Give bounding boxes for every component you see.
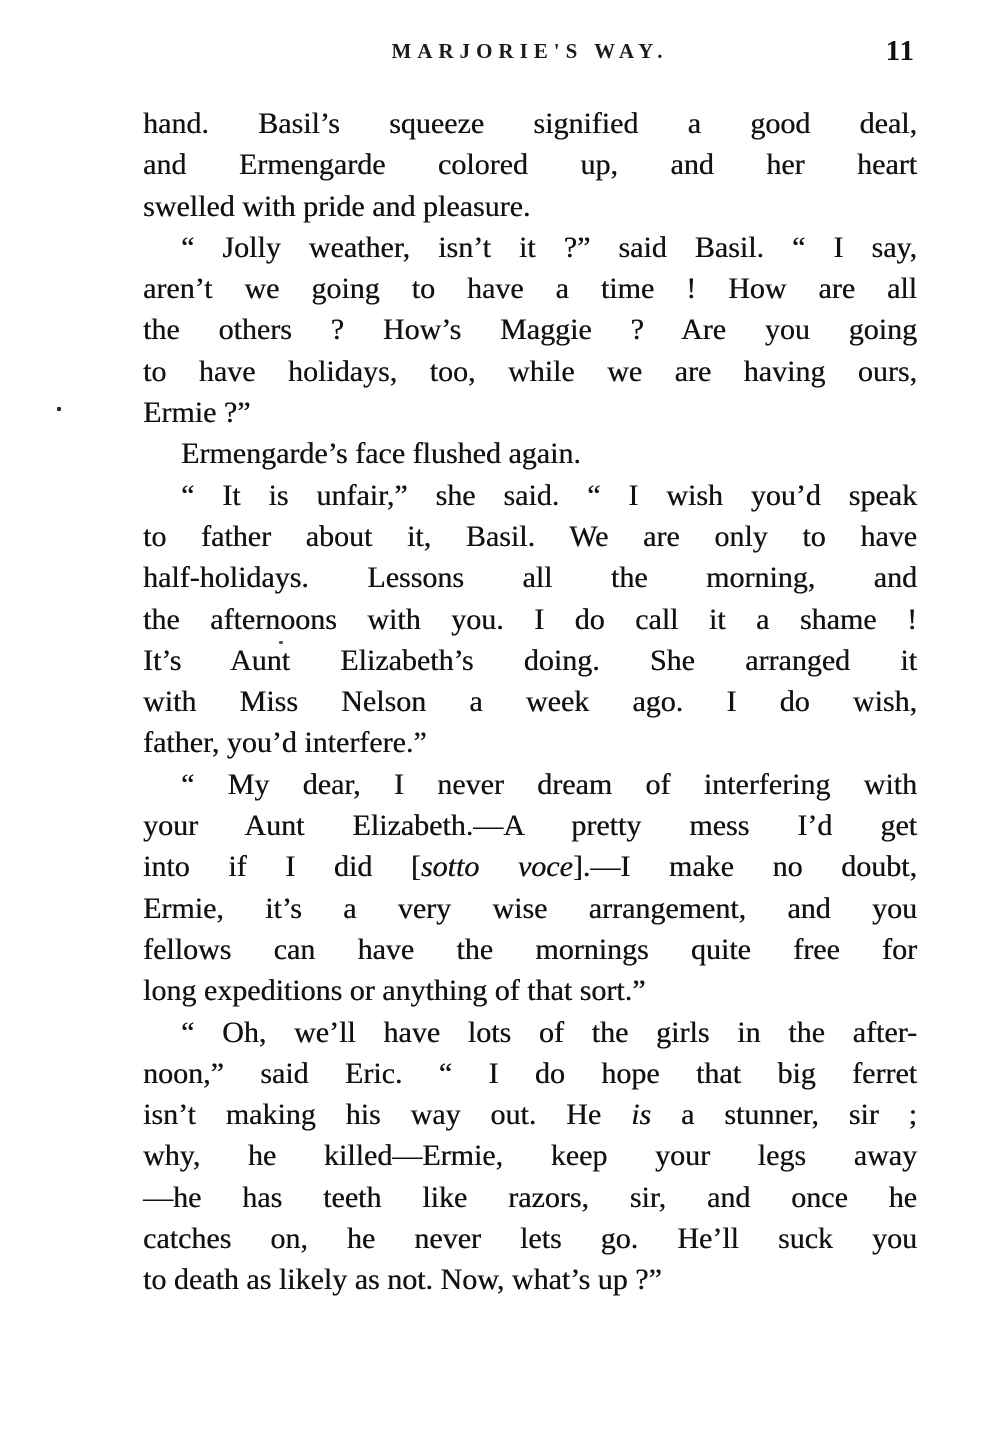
text-segment: catches on, he never lets go. He’ll suck you [143, 1222, 917, 1256]
text-line [143, 1259, 917, 1300]
text-line [143, 805, 917, 846]
text-line [143, 599, 917, 640]
text-segment: swelled with pride and pleasure. [143, 189, 531, 223]
text-line [143, 970, 917, 1011]
text-line [143, 227, 917, 268]
italic-text: is [631, 1098, 652, 1132]
text-line [143, 929, 917, 970]
page-number: 11 [885, 35, 915, 67]
text-line [143, 1053, 917, 1094]
text-line [143, 144, 917, 185]
text-segment: isn’t making his way out. He [143, 1098, 632, 1132]
text-line [143, 764, 917, 805]
text-segment: your Aunt Elizabeth.—A pretty mess I’d get [143, 809, 917, 843]
text-segment: Ermie, it’s a very wise arrangement, and you [143, 891, 917, 925]
italic-text: sotto voce [420, 850, 573, 884]
text-line [143, 186, 917, 227]
text-line [143, 1135, 917, 1176]
text-segment: hand. Basil’s squeeze signified a good deal, [143, 107, 917, 140]
text-segment: the others ? How’s Maggie ? Are you going [143, 313, 917, 347]
text-block [143, 103, 917, 1301]
page-header [143, 34, 917, 68]
text-segment: It’s Aunt Elizabeth’s doing. She arranged it [143, 643, 917, 677]
scan-speck [57, 407, 61, 411]
text-line [143, 846, 917, 887]
text-line [143, 888, 917, 929]
text-segment: into if I did [ [143, 850, 421, 884]
text-segment: why, he killed—Ermie, keep your legs away [143, 1139, 917, 1173]
text-segment: ].—I make no doubt, [572, 850, 918, 884]
scan-speck [279, 641, 283, 644]
text-segment: the afternoons with you. I do call it a shame ! [143, 602, 917, 636]
text-segment: “ Oh, we’ll have lots of the girls in the after- [181, 1015, 917, 1049]
text-segment: “ Jolly weather, isn’t it ?” said Basil. “ I say, [181, 230, 917, 264]
text-segment: Ermengarde’s face flushed again. [181, 437, 581, 471]
text-segment: “ It is unfair,” she said. “ I wish you’d speak [181, 478, 917, 512]
text-line [143, 1094, 917, 1135]
text-line [143, 103, 917, 144]
text-segment: Ermie ?” [143, 396, 251, 430]
text-line [143, 516, 917, 557]
text-segment: a stunner, sir ; [651, 1098, 917, 1132]
text-line [143, 1012, 917, 1053]
text-line [143, 392, 917, 433]
text-segment: half-holidays. Lessons all the morning, and [143, 561, 917, 595]
text-segment: father, you’d interfere.” [143, 726, 427, 760]
running-title: MARJORIE'S WAY. [391, 39, 669, 63]
text-segment: noon,” said Eric. “ I do hope that big ferret [143, 1056, 917, 1090]
text-line [143, 351, 917, 392]
text-segment: long expeditions or anything of that sort.” [143, 974, 646, 1008]
text-segment: —he has teeth like razors, sir, and once he [143, 1180, 917, 1214]
text-line [143, 722, 917, 763]
text-line [143, 268, 917, 309]
text-line [143, 1218, 917, 1259]
text-segment: aren’t we going to have a time ! How are all [143, 272, 917, 306]
text-segment: to have holidays, too, while we are having ours, [143, 354, 917, 388]
text-segment: to death as likely as not. Now, what’s up ?” [143, 1263, 662, 1297]
text-segment: with Miss Nelson a week ago. I do wish, [143, 685, 917, 719]
text-line [143, 309, 917, 350]
text-segment: and Ermengarde colored up, and her heart [143, 148, 917, 182]
text-segment: fellows can have the mornings quite free for [143, 932, 917, 966]
text-line [143, 557, 917, 598]
text-segment: “ My dear, I never dream of interfering with [181, 767, 917, 801]
text-line [143, 1177, 917, 1218]
text-line [143, 681, 917, 722]
text-line [143, 433, 917, 474]
text-line [143, 640, 917, 681]
text-segment: to father about it, Basil. We are only to have [143, 519, 917, 553]
text-line [143, 475, 917, 516]
